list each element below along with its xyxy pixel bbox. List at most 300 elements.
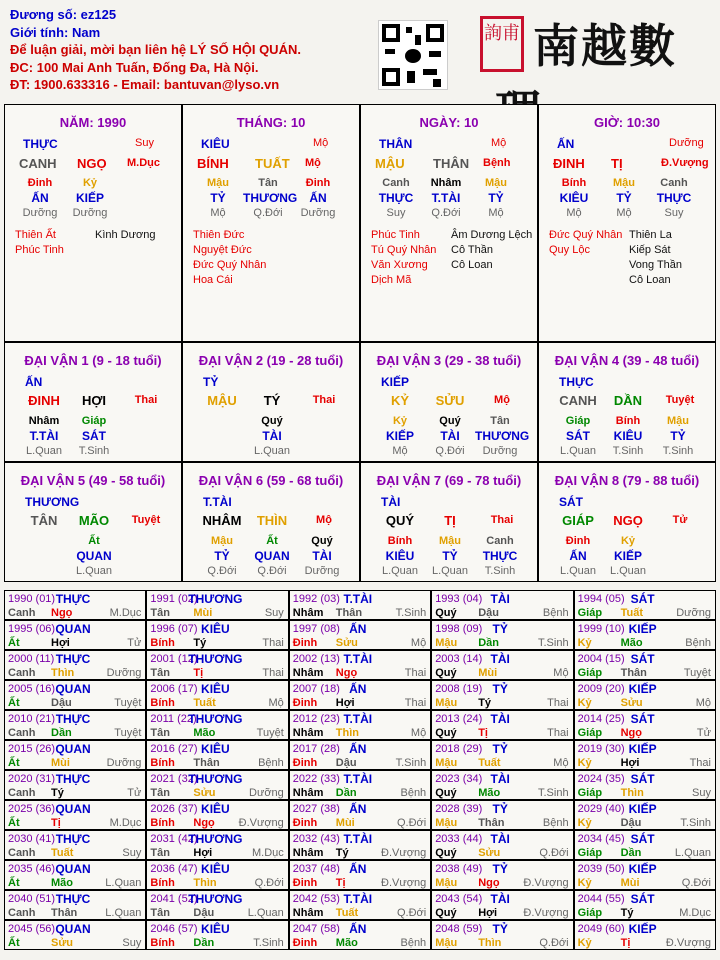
year-label: 2007 (18) — [292, 683, 340, 695]
year-label: 2023 (34) — [435, 773, 483, 785]
year-label: 2019 (30) — [577, 743, 625, 755]
year-chi: Dần — [335, 787, 357, 799]
year-stage: Đ.Vượng — [523, 877, 569, 889]
year-can: Nhâm — [292, 907, 324, 919]
hidden-star: TỶ — [488, 191, 504, 205]
year-cell — [146, 830, 288, 860]
hidden-stem: Mậu — [485, 177, 507, 189]
year-star: ẤN — [349, 682, 367, 696]
year-star: TÀI — [490, 892, 510, 906]
year-chi: Dần — [478, 637, 499, 649]
header-info — [10, 6, 301, 94]
year-chi: Tý — [51, 787, 64, 799]
year-chi: Mão — [620, 637, 643, 649]
year-cell — [4, 710, 146, 740]
pillar-chi-stage: Đ.Vượng — [661, 157, 709, 169]
year-cell — [431, 740, 573, 770]
year-star: TỶ — [492, 742, 508, 756]
year-chi: Tị — [193, 667, 204, 679]
year-chi: Tý — [478, 697, 492, 709]
year-star: SÁT — [630, 592, 655, 606]
year-star: ẤN — [349, 862, 367, 876]
year-stage: Bệnh — [542, 607, 569, 619]
year-star: THỰC — [55, 712, 91, 726]
dai-van-chi: THÌN — [256, 513, 288, 528]
hidden-stem: Canh — [660, 177, 688, 189]
year-cell — [146, 710, 288, 740]
year-stage: Mộ — [553, 667, 569, 679]
year-label: 2022 (33) — [292, 773, 340, 785]
year-cell — [289, 920, 431, 950]
year-label: 2012 (23) — [292, 713, 340, 725]
year-chi: Dần — [193, 937, 215, 949]
year-cell — [289, 680, 431, 710]
year-cell — [574, 680, 716, 710]
special-star: Dịch Mã — [371, 274, 412, 286]
year-cell — [4, 590, 146, 620]
year-can: Nhâm — [292, 847, 324, 859]
dai-van-star: T.TÀI — [203, 495, 232, 509]
year-cell — [4, 650, 146, 680]
year-can: Bính — [150, 877, 175, 889]
year-stage: Thai — [547, 697, 569, 709]
year-chi: Dần — [620, 847, 642, 859]
pillar-can: MẬU — [375, 156, 405, 171]
year-can: Mậu — [435, 697, 458, 709]
year-label: 2002 (13) — [292, 653, 340, 665]
dai-van-chi: DẦN — [613, 393, 643, 408]
year-chi: Thân — [620, 667, 647, 679]
pillar-title: NĂM: 1990 — [59, 115, 127, 130]
year-star: ẤN — [349, 742, 367, 756]
hidden-stage: Suy — [664, 207, 684, 219]
year-chi: Hợi — [620, 757, 640, 769]
year-label: 2036 (47) — [150, 863, 198, 875]
hidden-stage: Dưỡng — [300, 207, 336, 219]
year-cell — [4, 770, 146, 800]
hidden-stem: Giáp — [565, 415, 591, 427]
year-star: TÀI — [490, 832, 510, 846]
year-cell — [146, 860, 288, 890]
dai-van-star: THƯƠNG — [25, 495, 80, 509]
hidden-stem: Mậu — [211, 535, 233, 547]
year-star: SÁT — [630, 772, 655, 786]
dai-van-stage: Tuyệt — [665, 394, 695, 406]
year-cell — [289, 830, 431, 860]
year-cell — [574, 800, 716, 830]
dai-van-can: TÂN — [30, 513, 58, 528]
year-chi: Ngọ — [478, 877, 500, 889]
hidden-stage: T.Sinh — [612, 445, 644, 457]
special-star: Tú Quý Nhân — [371, 244, 437, 256]
year-star: KIẾP — [628, 742, 657, 756]
year-stage: Dưỡng — [106, 757, 142, 769]
year-stage: Thai — [689, 757, 711, 769]
dai-van-star: TÀI — [381, 495, 401, 509]
year-stage: Đ.Vượng — [665, 937, 711, 949]
year-can: Ất — [8, 877, 20, 889]
year-stage: Tử — [127, 637, 142, 649]
year-can: Giáp — [577, 607, 603, 619]
year-star: T.TÀI — [343, 712, 373, 726]
special-star: Đức Quý Nhân — [549, 229, 623, 241]
year-star: KIẾP — [628, 622, 657, 636]
hidden-star: TỶ — [616, 191, 632, 205]
year-label: 1992 (03) — [292, 593, 340, 605]
year-cell — [574, 740, 716, 770]
hidden-star: KIẾP — [75, 191, 104, 205]
year-can: Giáp — [577, 907, 603, 919]
year-stage: Bệnh — [400, 787, 427, 799]
dai-van-title: ĐẠI VẬN 8 (79 - 88 tuổi) — [554, 473, 700, 488]
hidden-star: TÀI — [312, 549, 332, 563]
hidden-stage: Mộ — [392, 445, 408, 457]
year-stage: Bệnh — [258, 757, 284, 769]
year-chi: Ngọ — [335, 667, 358, 679]
year-star: TÀI — [490, 592, 510, 606]
year-star: THỰC — [55, 592, 91, 606]
hidden-stem: Ất — [266, 535, 278, 547]
pillar-stage: Suy — [135, 137, 154, 149]
year-cell — [146, 770, 288, 800]
pillar-can: BÍNH — [197, 156, 229, 171]
year-label: 2010 (21) — [8, 713, 56, 725]
year-cell — [146, 800, 288, 830]
hidden-star: KIÊU — [385, 549, 415, 563]
year-chi: Hợi — [51, 637, 70, 649]
year-cell — [574, 920, 716, 950]
special-star: Cô Thần — [451, 244, 493, 256]
year-cell — [4, 620, 146, 650]
year-star: KIÊU — [201, 682, 230, 696]
year-can: Canh — [8, 727, 36, 739]
year-chi: Tý — [620, 907, 634, 919]
year-can: Quý — [435, 727, 457, 739]
year-star: THỰC — [55, 832, 91, 846]
hidden-stem: Canh — [486, 535, 514, 547]
year-can: Bính — [150, 757, 175, 769]
year-can: Kỷ — [577, 697, 592, 709]
year-can: Kỷ — [577, 877, 592, 889]
year-stage: Tuyệt — [114, 727, 142, 739]
year-star: TÀI — [490, 652, 510, 666]
hidden-stem: Bính — [561, 177, 587, 189]
hidden-stage: Q.Đới — [435, 445, 465, 457]
year-cell — [431, 680, 573, 710]
year-stage: Tuyệt — [683, 667, 711, 679]
year-stage: Tuyệt — [114, 697, 142, 709]
year-cell — [4, 890, 146, 920]
year-star: TỶ — [492, 922, 508, 936]
year-chi: Hợi — [335, 697, 355, 709]
year-label: 1993 (04) — [435, 593, 483, 605]
pillar-title: GIỜ: 10:30 — [593, 115, 660, 130]
year-stage: L.Quan — [247, 907, 284, 919]
year-star: T.TÀI — [343, 772, 373, 786]
year-label: 1999 (10) — [577, 623, 625, 635]
hidden-stage: L.Quan — [253, 445, 291, 457]
year-label: 2034 (45) — [577, 833, 625, 845]
year-can: Bính — [150, 637, 175, 649]
hidden-stage: Suy — [386, 207, 406, 219]
year-label: 2026 (37) — [150, 803, 198, 815]
year-cell — [431, 650, 573, 680]
year-label: 2048 (59) — [435, 923, 483, 935]
year-can: Mậu — [435, 757, 458, 769]
year-can: Canh — [8, 667, 36, 679]
year-cell — [146, 740, 288, 770]
year-star: KIẾP — [628, 922, 657, 936]
year-star: KIÊU — [201, 622, 230, 636]
year-stage: Q.Đới — [681, 877, 711, 889]
year-chi: Tị — [51, 817, 61, 829]
year-star: THƯƠNG — [188, 772, 243, 786]
year-star: TỶ — [492, 622, 508, 636]
year-stage: T.Sinh — [538, 637, 569, 649]
year-cell — [4, 800, 146, 830]
qr-code[interactable] — [378, 20, 448, 90]
year-cell — [146, 680, 288, 710]
year-stage: T.Sinh — [395, 607, 427, 619]
year-can: Mậu — [435, 637, 458, 649]
dai-van-box — [182, 462, 360, 582]
hidden-star: T.TÀI — [29, 429, 59, 443]
special-star: Kiếp Sát — [629, 244, 671, 256]
year-label: 2035 (46) — [8, 863, 56, 875]
hidden-stem: Kỷ — [620, 535, 636, 547]
year-can: Đinh — [292, 637, 318, 649]
year-star: KIẾP — [628, 802, 657, 816]
year-can: Giáp — [577, 787, 603, 799]
year-star: THƯƠNG — [188, 892, 243, 906]
year-can: Canh — [8, 607, 36, 619]
dai-van-chi: MÃO — [78, 513, 110, 528]
year-label: 2020 (31) — [8, 773, 56, 785]
year-can: Canh — [8, 787, 36, 799]
year-stage: Thai — [404, 667, 427, 679]
dai-van-can: GIÁP — [562, 513, 594, 528]
pillar-star: ẤN — [557, 137, 575, 151]
hidden-star: QUAN — [76, 549, 112, 563]
year-cell — [4, 680, 146, 710]
year-stage: M.Dục — [679, 907, 711, 919]
dai-van-title: ĐẠI VẬN 1 (9 - 18 tuổi) — [24, 353, 162, 368]
address-line: ĐC: 100 Mai Anh Tuấn, Đống Đa, Hà Nội. — [10, 59, 259, 75]
year-cell — [4, 860, 146, 890]
dai-van-box — [360, 462, 538, 582]
year-cell — [574, 620, 716, 650]
year-chi: Thìn — [335, 727, 360, 739]
year-stage: Q.Đới — [254, 877, 284, 889]
year-label: 2031 (42) — [150, 833, 198, 845]
year-cell — [289, 800, 431, 830]
year-chi: Dậu — [193, 907, 215, 919]
year-can: Đinh — [292, 937, 318, 949]
special-star: Phúc Tinh — [371, 229, 420, 241]
year-can: Bính — [150, 817, 175, 829]
year-stage: T.Sinh — [253, 937, 284, 949]
pillar-chi: THÂN — [433, 156, 470, 171]
year-label: 2021 (32) — [150, 773, 198, 785]
year-label: 2030 (41) — [8, 833, 56, 845]
year-can: Ất — [8, 817, 20, 829]
year-star: THƯƠNG — [188, 652, 243, 666]
hidden-stem: Quý — [261, 415, 283, 427]
year-cell — [289, 770, 431, 800]
year-stage: Dưỡng — [676, 607, 711, 619]
year-stage: T.Sinh — [680, 817, 711, 829]
year-cell — [4, 920, 146, 950]
dai-van-title: ĐẠI VẬN 2 (19 - 28 tuổi) — [198, 353, 344, 368]
year-cell — [431, 710, 573, 740]
hidden-star: TỶ — [670, 429, 686, 443]
year-chi: Mùi — [335, 817, 355, 829]
year-chi: Ngọ — [51, 607, 73, 619]
hidden-stem: Giáp — [81, 415, 107, 427]
pillar-star: KIÊU — [201, 137, 230, 151]
hidden-star: T.TÀI — [431, 191, 461, 205]
year-can: Bính — [150, 937, 175, 949]
pillar-star: THỰC — [23, 137, 58, 151]
year-star: QUAN — [55, 682, 91, 696]
year-star: THƯƠNG — [188, 592, 243, 606]
year-stage: Q.Đới — [396, 907, 427, 919]
year-stage: T.Sinh — [395, 757, 427, 769]
hidden-stem: Tân — [490, 415, 510, 427]
dai-van-title: ĐẠI VẬN 7 (69 - 78 tuổi) — [376, 473, 522, 488]
dai-van-title: ĐẠI VẬN 6 (59 - 68 tuổi) — [198, 473, 344, 488]
hidden-stage: T.Sinh — [662, 445, 694, 457]
year-label: 2046 (57) — [150, 923, 198, 935]
year-stage: L.Quan — [674, 847, 711, 859]
year-chi: Tuất — [335, 907, 359, 919]
year-label: 2025 (36) — [8, 803, 56, 815]
hidden-star: THỰC — [656, 191, 692, 205]
year-cell — [289, 710, 431, 740]
year-stage: Đ.Vượng — [523, 907, 569, 919]
dai-van-can: QUÝ — [385, 513, 415, 528]
year-star: ẤN — [349, 802, 367, 816]
year-label: 2011 (22) — [150, 713, 197, 725]
hidden-stem: Ất — [88, 535, 100, 547]
year-can: Kỷ — [577, 817, 592, 829]
pillar-chi: TỊ — [611, 156, 623, 171]
dai-van-box — [538, 462, 716, 582]
hidden-star: TÀI — [440, 429, 460, 443]
year-chi: Tuất — [51, 847, 74, 859]
year-stage: Đ.Vượng — [238, 817, 284, 829]
hidden-stage: Dưỡng — [304, 565, 340, 577]
year-chi: Thìn — [51, 667, 75, 679]
year-chi: Sửu — [620, 697, 643, 709]
year-label: 2013 (24) — [435, 713, 483, 725]
hidden-stage: Q.Đới — [431, 207, 461, 219]
native-code: Đương số: ez125 — [10, 7, 117, 22]
pillar-title: NGÀY: 10 — [419, 115, 479, 130]
special-star: Kình Dương — [95, 229, 156, 241]
year-label: 2018 (29) — [435, 743, 483, 755]
dai-van-star: KIẾP — [381, 375, 410, 389]
year-star: SÁT — [630, 652, 655, 666]
dai-van-can: KỶ — [390, 393, 410, 408]
hidden-star: TỶ — [442, 549, 458, 563]
pillar-box — [538, 104, 716, 342]
hidden-stage: Dưỡng — [22, 207, 58, 219]
hidden-star: SÁT — [566, 429, 590, 443]
year-star: KIÊU — [201, 802, 230, 816]
hidden-stage: Q.Đới — [207, 565, 237, 577]
year-stage: Bệnh — [400, 937, 427, 949]
year-label: 2032 (43) — [292, 833, 340, 845]
hidden-stem: Bính — [387, 535, 413, 547]
hidden-star: THỰC — [482, 549, 518, 563]
year-stage: Dưỡng — [249, 787, 284, 799]
year-stage: Bệnh — [685, 637, 711, 649]
year-chi: Tuất — [193, 697, 216, 709]
hidden-stage: L.Quan — [431, 565, 469, 577]
year-stage: Mộ — [410, 637, 427, 649]
dai-van-chi: HỢI — [81, 393, 107, 408]
year-chi: Ngọ — [620, 727, 642, 739]
year-chi: Tý — [193, 637, 207, 649]
year-chi: Dậu — [335, 757, 357, 769]
year-can: Kỷ — [577, 937, 592, 949]
year-stage: Q.Đới — [396, 817, 427, 829]
year-cell — [574, 860, 716, 890]
year-can: Đinh — [292, 877, 318, 889]
year-stage: Mộ — [268, 697, 284, 709]
hidden-stem: Quý — [311, 535, 333, 547]
year-can: Giáp — [577, 847, 603, 859]
year-chi: Dậu — [51, 697, 72, 709]
year-cell — [289, 860, 431, 890]
year-cell — [431, 890, 573, 920]
pillar-star: THÂN — [379, 137, 413, 151]
year-label: 1991 (02) — [150, 593, 198, 605]
dai-van-can: NHÂM — [202, 513, 242, 528]
special-star: Cô Loan — [451, 259, 493, 271]
year-cell — [431, 800, 573, 830]
year-can: Đinh — [292, 757, 318, 769]
year-star: T.TÀI — [343, 832, 373, 846]
year-star: TỶ — [492, 682, 508, 696]
year-star: QUAN — [55, 922, 91, 936]
hidden-star: QUAN — [254, 549, 290, 563]
year-chi: Mùi — [193, 607, 213, 619]
hidden-star: TÀI — [262, 429, 282, 443]
hidden-stem: Đinh — [27, 177, 53, 189]
pillar-can: ĐINH — [553, 156, 585, 171]
year-cell — [4, 830, 146, 860]
year-star: QUAN — [55, 862, 91, 876]
year-stage: Dưỡng — [106, 667, 142, 679]
pillar-stage: Mộ — [491, 137, 507, 149]
year-chi: Sửu — [51, 937, 74, 949]
year-star: THƯƠNG — [188, 712, 243, 726]
hidden-stem: Tân — [258, 177, 278, 189]
year-stage: Bệnh — [542, 817, 569, 829]
year-label: 1996 (07) — [150, 623, 198, 635]
year-cell — [574, 590, 716, 620]
year-star: TỶ — [492, 862, 508, 876]
year-chi: Mão — [335, 937, 358, 949]
pillar-chi: TUẤT — [255, 156, 290, 171]
dai-van-star: SÁT — [559, 495, 583, 509]
year-can: Quý — [435, 607, 457, 619]
dai-van-chi: TÝ — [263, 393, 281, 408]
year-stage: Mộ — [553, 757, 569, 769]
dai-van-stage: Mộ — [316, 514, 332, 526]
